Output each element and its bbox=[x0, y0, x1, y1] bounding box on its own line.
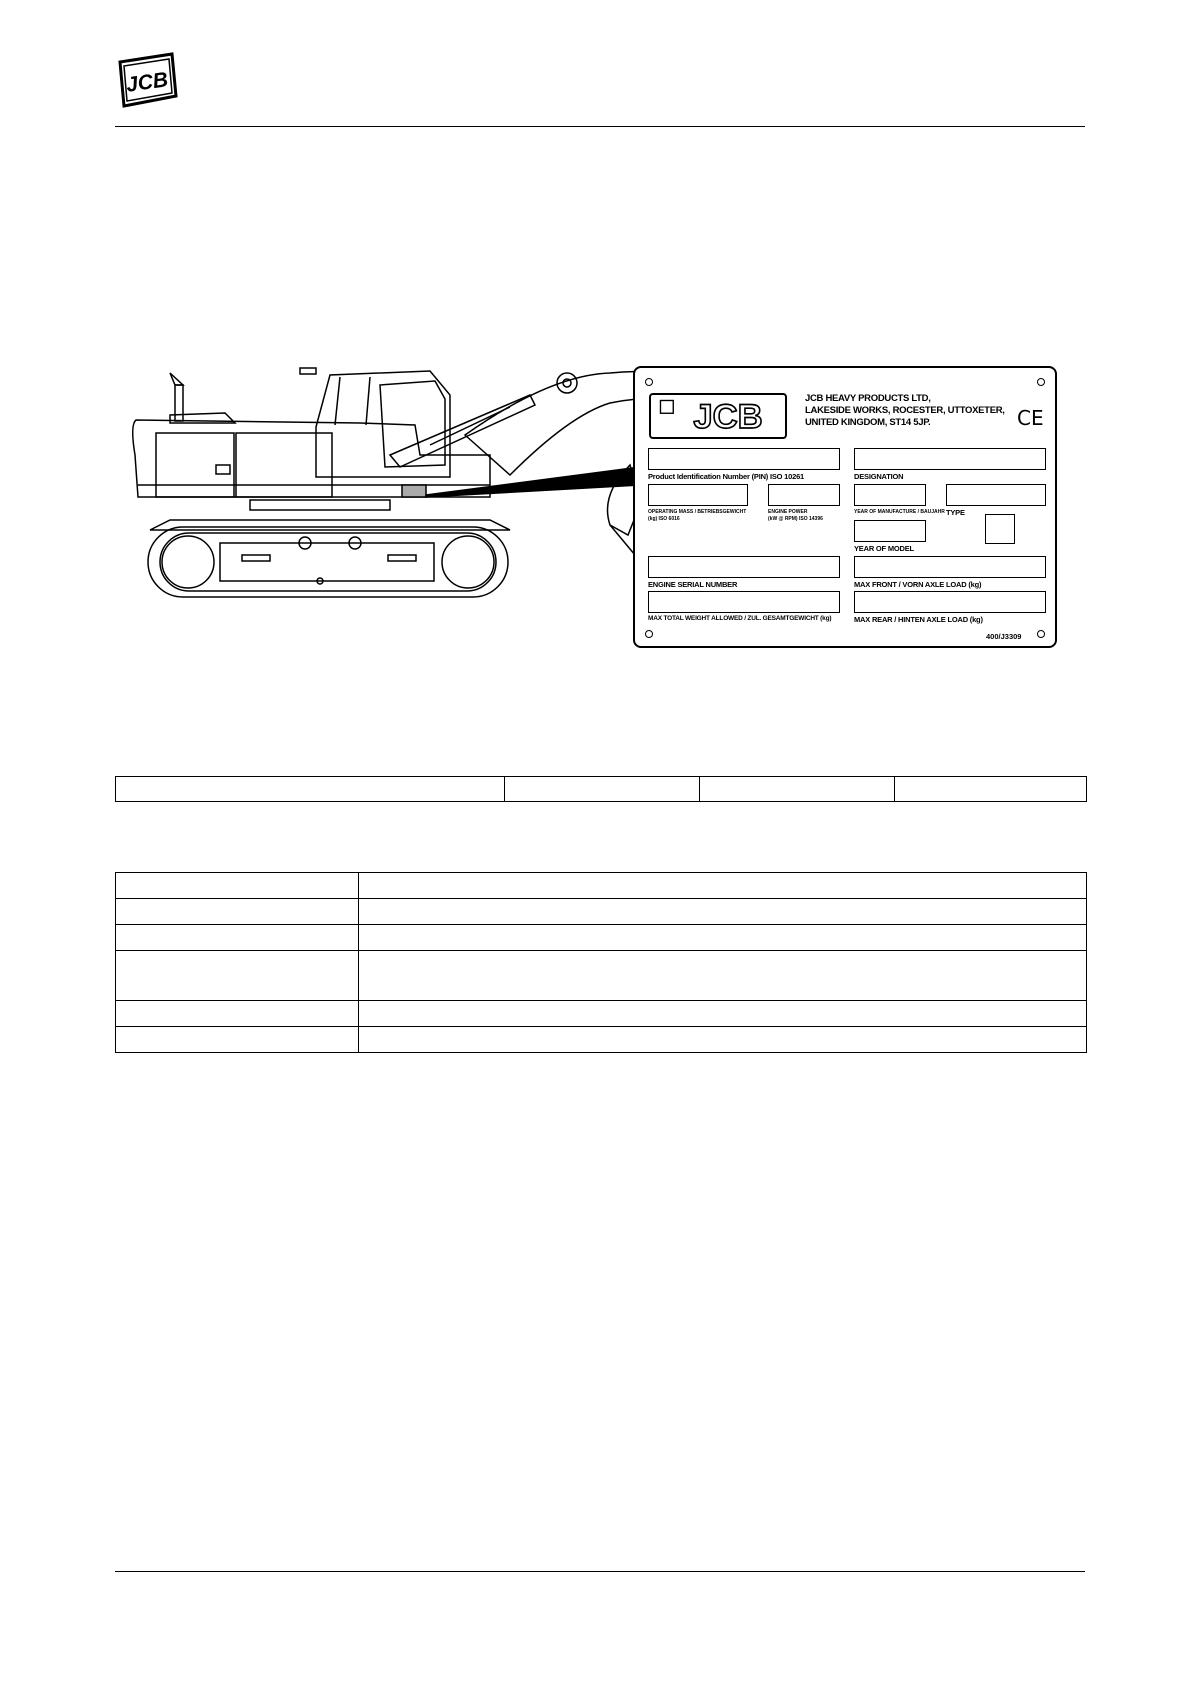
svg-text:JCB: JCB bbox=[693, 397, 763, 436]
table-cell bbox=[359, 951, 1087, 1001]
year-manufacture-field bbox=[854, 484, 926, 506]
table-cell bbox=[895, 777, 1087, 802]
engine-power-label: ENGINE POWER (kW @ RPM) ISO 14396 bbox=[768, 509, 823, 522]
table-row bbox=[116, 951, 1087, 1001]
designation-field bbox=[854, 448, 1046, 470]
table-cell bbox=[116, 1001, 359, 1027]
information-table bbox=[115, 872, 1087, 1053]
figure-caption-table bbox=[115, 776, 1087, 802]
plate-jcb-logo bbox=[649, 393, 787, 439]
svg-text:JCB: JCB bbox=[124, 68, 170, 97]
max-front-label: MAX FRONT / VORN AXLE LOAD (kg) bbox=[854, 580, 982, 589]
year-model-label: YEAR OF MODEL bbox=[854, 544, 914, 553]
max-rear-label: MAX REAR / HINTEN AXLE LOAD (kg) bbox=[854, 615, 983, 624]
table-cell bbox=[116, 777, 505, 802]
table-cell bbox=[359, 899, 1087, 925]
operating-mass-label: OPERATING MASS / BETRIEBSGEWICHT (kg) ISO 6016 bbox=[648, 509, 747, 522]
type-field bbox=[946, 484, 1046, 506]
max-total-field bbox=[648, 591, 840, 613]
table-cell bbox=[116, 951, 359, 1001]
approval-square bbox=[985, 514, 1015, 544]
table-cell bbox=[359, 1027, 1087, 1053]
table-row bbox=[116, 925, 1087, 951]
pin-field bbox=[648, 448, 840, 470]
table-row bbox=[116, 1001, 1087, 1027]
engine-serial-label: ENGINE SERIAL NUMBER bbox=[648, 580, 738, 589]
pin-label: Product Identification Number (PIN) ISO 10261 bbox=[648, 472, 805, 481]
table-row bbox=[116, 777, 1087, 802]
table-cell bbox=[359, 873, 1087, 899]
engine-power-field bbox=[768, 484, 840, 506]
jcb-logo bbox=[114, 52, 180, 108]
plate-screw bbox=[645, 378, 653, 386]
drawing-code: 400/J3309 bbox=[986, 632, 1022, 641]
max-rear-field bbox=[854, 591, 1046, 613]
table-row bbox=[116, 1027, 1087, 1053]
ce-mark: CE bbox=[1017, 406, 1044, 430]
type-label: TYPE bbox=[946, 508, 965, 517]
address-line-3: UNITED KINGDOM, ST14 5JP. bbox=[805, 417, 931, 428]
designation-label: DESIGNATION bbox=[854, 472, 904, 481]
max-total-label: MAX TOTAL WEIGHT ALLOWED / ZUL. GESAMTGEWICHT (kg) bbox=[648, 615, 832, 622]
identification-plate bbox=[633, 366, 1057, 648]
table-cell bbox=[116, 925, 359, 951]
manufacturer-address bbox=[805, 393, 1005, 429]
year-manufacture-label: YEAR OF MANUFACTURE / BAUJAHR bbox=[854, 509, 945, 515]
year-model-field bbox=[854, 520, 926, 542]
footer-rule bbox=[115, 1571, 1085, 1572]
table-cell bbox=[700, 777, 895, 802]
table-cell bbox=[359, 1001, 1087, 1027]
table-cell bbox=[505, 777, 700, 802]
address-line-2: LAKESIDE WORKS, ROCESTER, UTTOXETER, bbox=[805, 405, 1005, 416]
operating-mass-field bbox=[648, 484, 748, 506]
plate-screw bbox=[1037, 630, 1045, 638]
plate-screw bbox=[645, 630, 653, 638]
table-cell bbox=[359, 925, 1087, 951]
header-rule bbox=[115, 126, 1085, 127]
address-line-1: JCB HEAVY PRODUCTS LTD, bbox=[805, 393, 931, 404]
table-cell bbox=[116, 899, 359, 925]
engine-serial-field bbox=[648, 556, 840, 578]
table-cell bbox=[116, 873, 359, 899]
table-cell bbox=[116, 1027, 359, 1053]
table-row bbox=[116, 899, 1087, 925]
plate-screw bbox=[1037, 378, 1045, 386]
max-front-field bbox=[854, 556, 1046, 578]
table-row bbox=[116, 873, 1087, 899]
